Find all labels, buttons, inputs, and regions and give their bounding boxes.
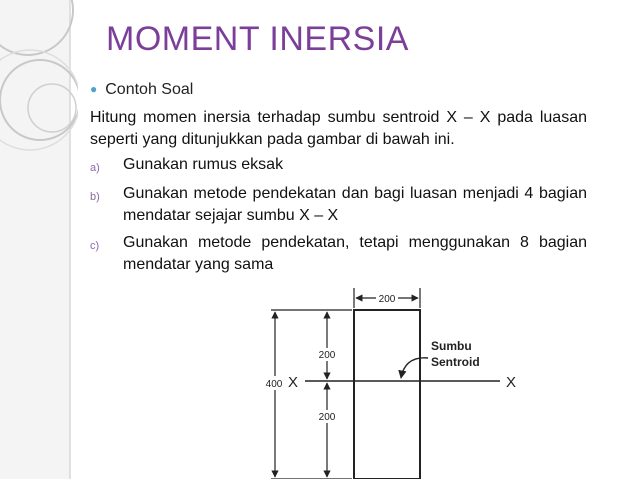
decorative-circles [0, 0, 78, 479]
callout-label-line1: Sumbu [431, 339, 472, 353]
top-half-label: 200 [318, 350, 336, 361]
bullet-heading [90, 81, 193, 99]
list-text: Gunakan metode pendekatan, tetapi menggunakan 8 bagian mendatar yang sama [123, 234, 587, 273]
cross-section-figure [255, 286, 527, 479]
section-rectangle [354, 310, 420, 479]
list-marker: c) [90, 240, 100, 252]
width-label: 200 [378, 294, 396, 305]
axis-label-left: X [287, 374, 299, 391]
callout-label-line2: Sentroid [431, 355, 480, 369]
list-item [90, 232, 587, 276]
bottom-half-label: 200 [318, 412, 336, 423]
list-marker: b) [90, 191, 100, 203]
slide-title: MOMENT INERSIA [106, 20, 409, 58]
list-item [90, 154, 587, 176]
bullet-icon: ● [90, 82, 98, 96]
axis-label-right: X [505, 374, 517, 391]
list-text: Gunakan rumus eksak [123, 156, 284, 173]
list-item [90, 183, 587, 227]
problem-statement: Hitung momen inersia terhadap sumbu sentroid X – X pada luasan seperti yang ditunjukkan pada gambar di bawah ini. [90, 109, 587, 148]
height-label: 400 [265, 379, 283, 390]
callout-arrow [401, 358, 428, 378]
list-marker: a) [90, 162, 100, 174]
list-text: Gunakan metode pendekatan dan bagi luasan menjadi 4 bagian mendatar sejajar sumbu X – X [123, 185, 587, 224]
bullet-text: Contoh Soal [105, 81, 194, 98]
